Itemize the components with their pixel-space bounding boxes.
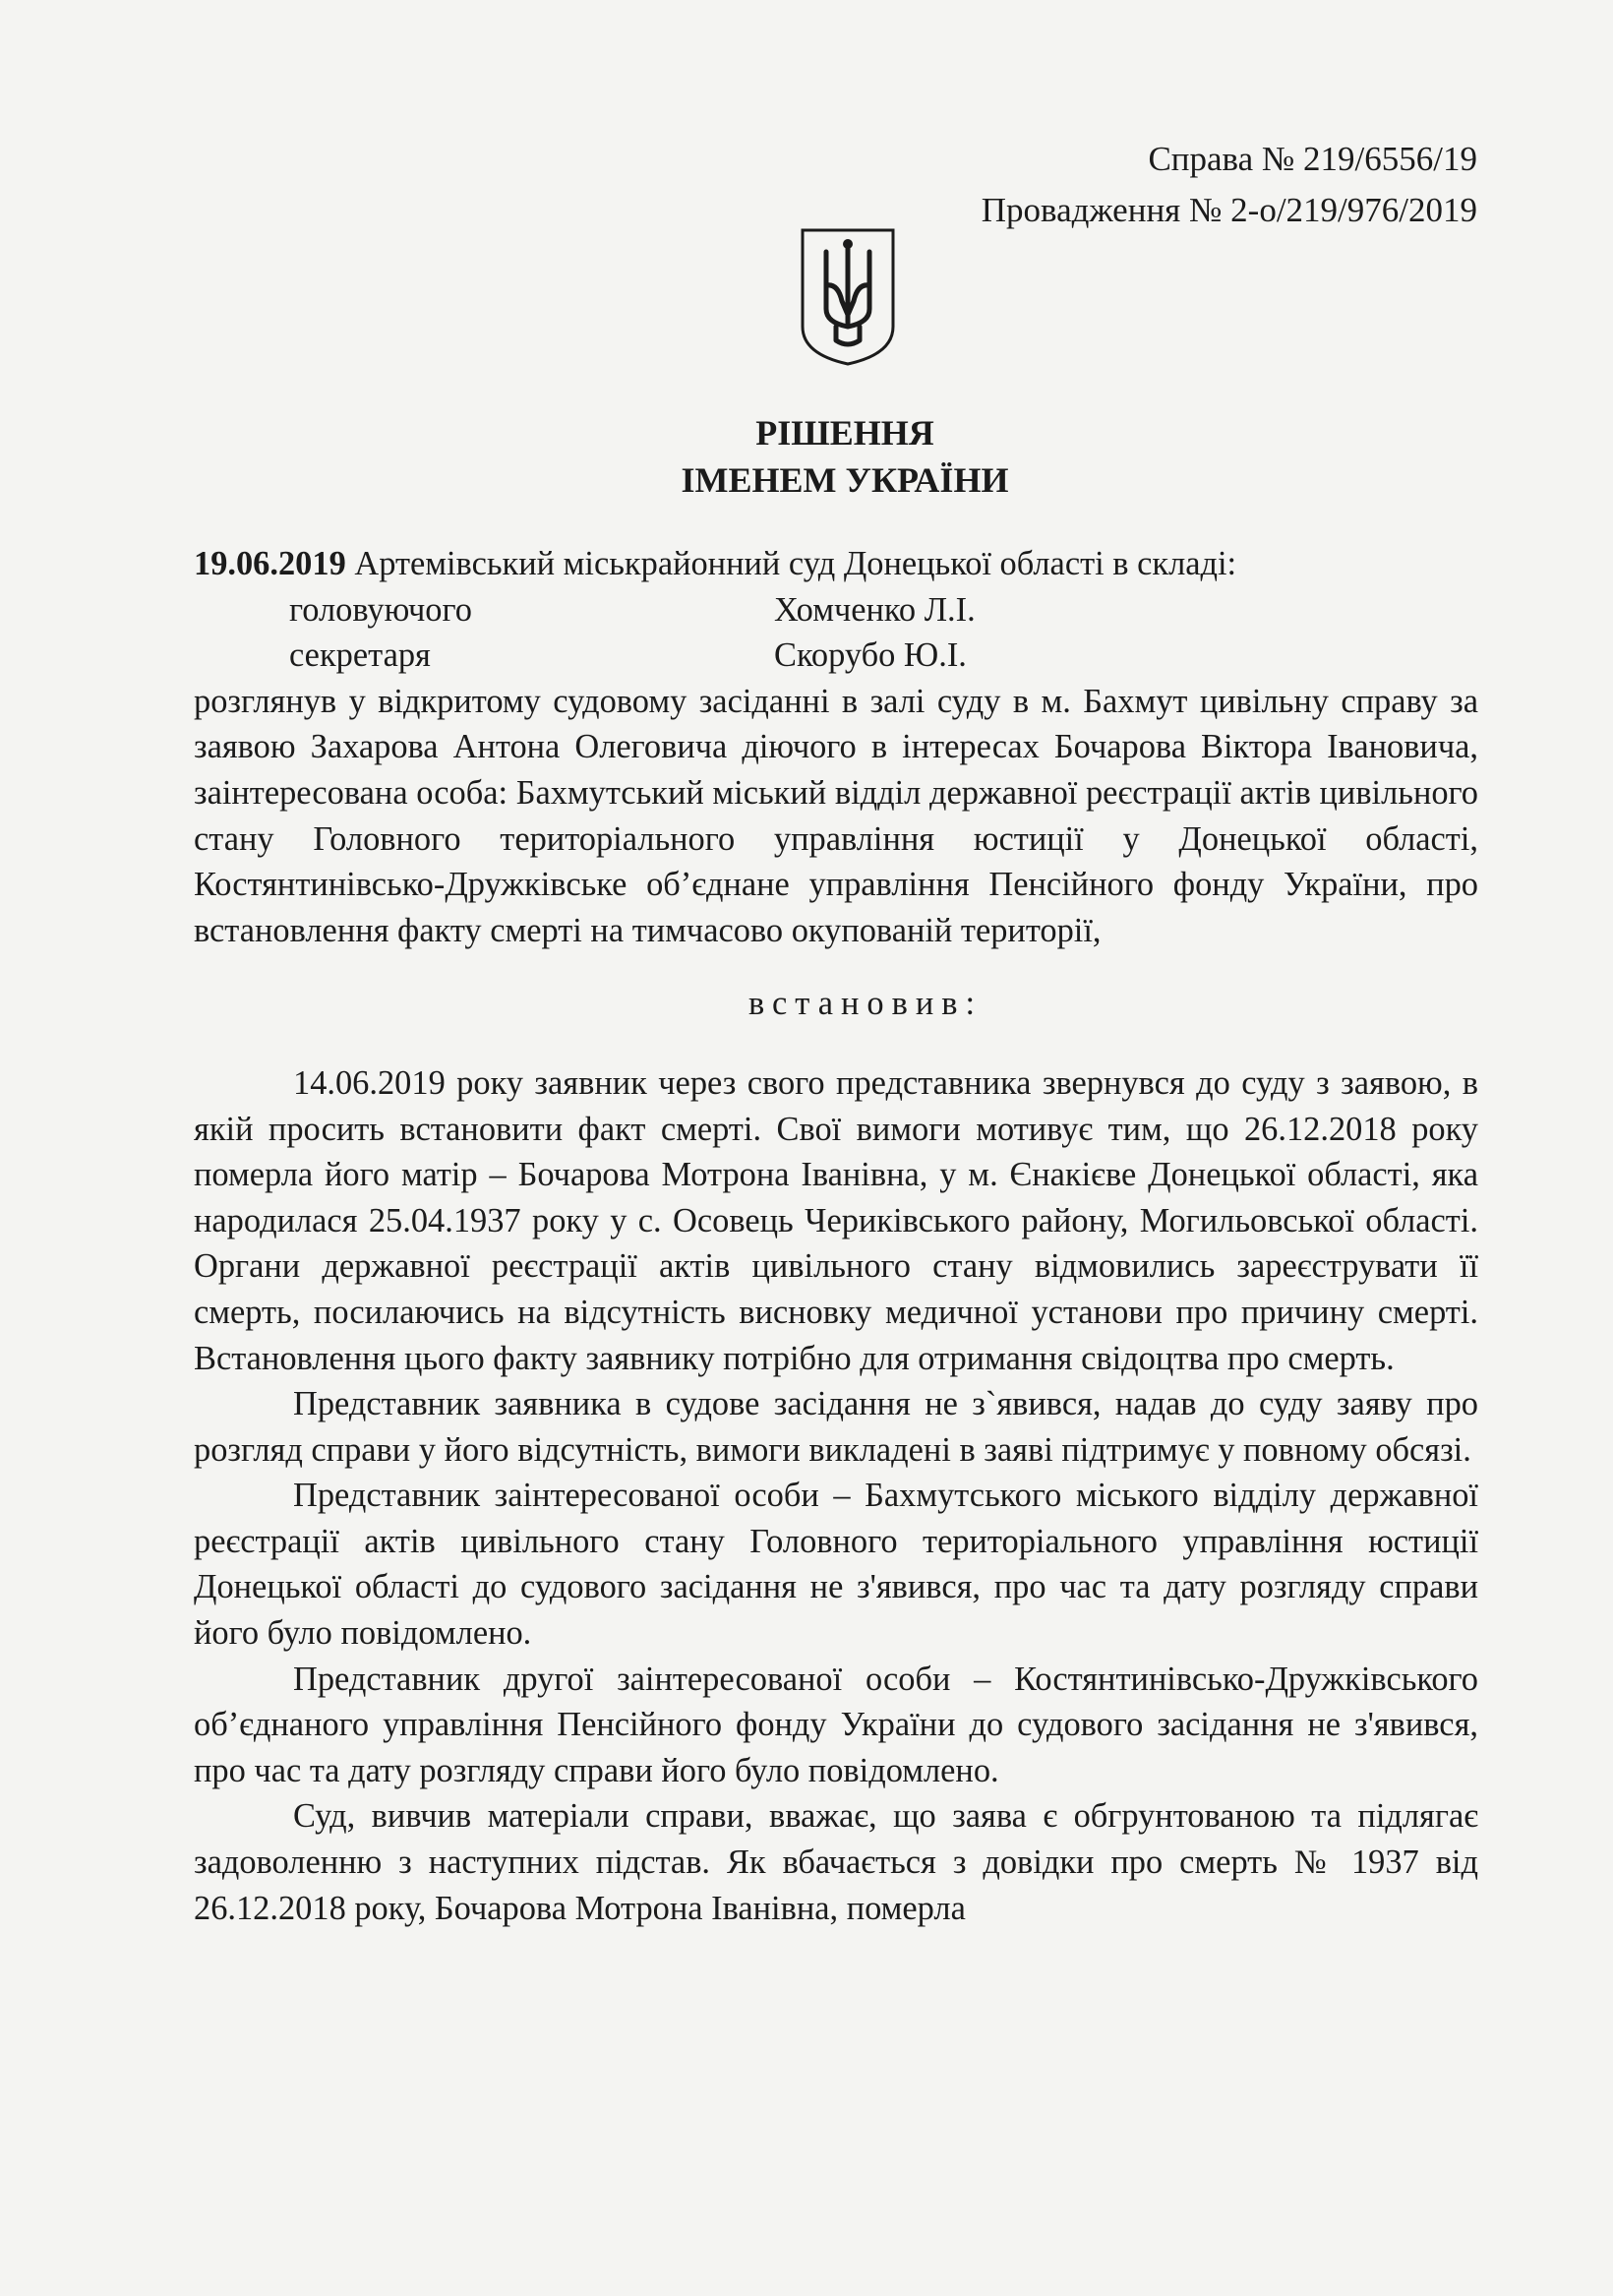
role-label: головуючого (289, 590, 472, 629)
decision-date: 19.06.2019 (194, 545, 346, 582)
paragraph-court-findings: Суд, вивчив матеріали справи, вважає, що заява є обгрунтованою та підлягає задоволенню з наступних підстав. Як вбачається з довідки про смерть № 1937 від 26.12.2018 року, Бочарова Мотрона Іванівна, померла (194, 1797, 1478, 1927)
name-of-ukraine-heading: ІМЕНЕМ УКРАЇНИ (681, 460, 1009, 500)
paragraph-interested-party-1: Представник заінтересованої особи – Бахмутського міського відділу державної реєстрації актів цивільного стану Головного територіального управління юстиції Донецької області до судового засідання не з'явився, про час та дату розгляду справи його було повідомлено. (194, 1477, 1478, 1653)
decision-title (0, 409, 1613, 504)
case-number: Справа № 219/6556/19 (1148, 140, 1477, 178)
secretary-row (194, 633, 1478, 679)
considered-paragraph: розглянув у відкритому судовому засіданні в залі суду в м. Бахмут цивільну справу за заявою Захарова Антона Олеговича діючого в інтересах Бочарова Віктора Івановича, заінтересована особа: Бахмутський міський відділ державної реєстрації актів цивільного стану Головного територіального управління юстиції у Донецької області, Костянтинівсько-Дружківське об’єднане управління Пенсійного фонду України, про встановлення факту смерті на тимчасово окупованій території, (194, 682, 1478, 949)
role-name: Хомченко Л.І. (774, 590, 976, 629)
decision-heading: РІШЕННЯ (755, 413, 934, 453)
role-name: Скорубо Ю.І. (774, 636, 967, 675)
court-composition: Артемівський міськрайонний суд Донецької області в складі: (345, 545, 1237, 582)
tryzub-coat-of-arms-icon (797, 224, 899, 368)
intro-line (194, 541, 1478, 587)
paragraph-application: 14.06.2019 року заявник через свого представника звернувся до суду з заявою, в якій просить встановити факт смерті. Свої вимоги мотивує тим, що 26.12.2018 року померла його матір – Бочарова Мотрона Іванівна, у м. Єнакієве Донецької області, яка народилася 25.04.1937 року у с. Осовець Чериківського району, Могильовської області. Органи державної реєстрації актів цивільного стану відмовились зареєструвати її смерть, посилаючись на відсутність висновку медичної установи про причину смерті. Встановлення цього факту заявнику потрібно для отримання свідоцтва про смерть. (194, 1063, 1478, 1377)
paragraph-applicant-representative: Представник заявника в судове засідання не з`явився, надав до суду заяву про розгляд справи у його відсутність, вимоги викладені в заяві підтримує у повному обсязі. (194, 1385, 1478, 1469)
proceeding-number: Провадження № 2-о/219/976/2019 (981, 191, 1477, 229)
case-header (982, 134, 1477, 236)
role-label: секретаря (289, 636, 431, 675)
established-heading: встановив: (747, 985, 984, 1023)
decision-body (194, 541, 1478, 1931)
presiding-judge-row (194, 587, 1478, 634)
paragraph-interested-party-2: Представник другої заінтересованої особи – Костянтинівсько-Дружківського об’єднаного управління Пенсійного фонду України до судового засідання не з'явився, про час та дату розгляду справи його було повідомлено. (194, 1660, 1478, 1789)
